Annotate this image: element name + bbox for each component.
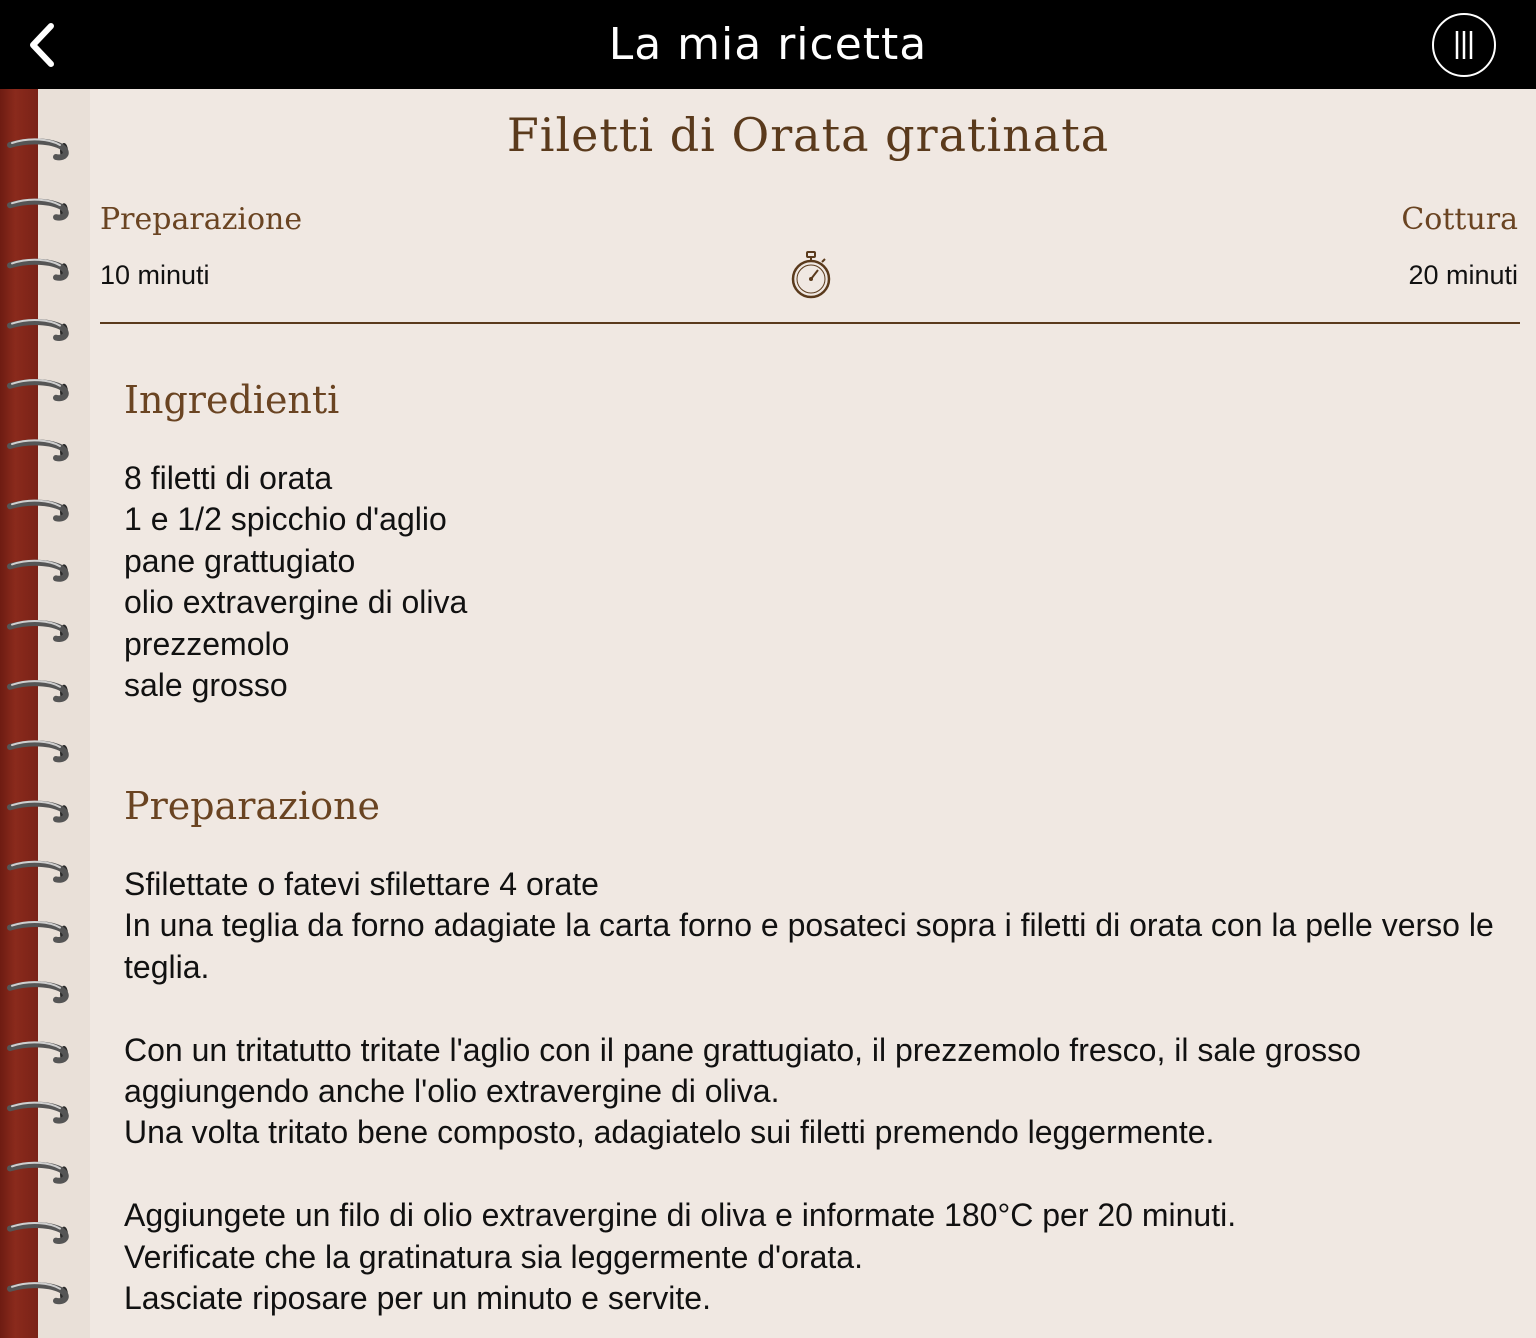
preparation-heading: Preparazione bbox=[124, 784, 381, 828]
binding-ring bbox=[10, 200, 68, 220]
binding-ring bbox=[10, 982, 68, 1002]
binding-ring bbox=[10, 440, 68, 460]
binding-ring bbox=[10, 1103, 68, 1123]
header-divider bbox=[100, 322, 1520, 324]
app-title: La mia ricetta bbox=[608, 19, 928, 70]
binding-ring bbox=[10, 1223, 68, 1243]
cooking-time-label: Cottura bbox=[1401, 202, 1518, 237]
preparation-time-label: Preparazione bbox=[100, 202, 303, 237]
ingredient-item: 8 filetti di orata bbox=[124, 460, 333, 496]
ingredients-heading: Ingredienti bbox=[124, 378, 340, 422]
binding-ring bbox=[10, 681, 68, 701]
binding-ring bbox=[10, 741, 68, 761]
preparation-line: Aggiungete un filo di olio extravergine di oliva e informate 180°C per 20 minuti. bbox=[124, 1197, 1237, 1234]
recipe-title: Filetti di Orata gratinata bbox=[506, 108, 1110, 162]
binding-ring bbox=[10, 501, 68, 521]
binding-ring bbox=[10, 802, 68, 822]
preparation-line: Verificate che la gratinatura sia leggermente d'orata. bbox=[124, 1238, 863, 1275]
binding-ring bbox=[10, 380, 68, 400]
spiral-binding bbox=[0, 89, 90, 1338]
cooking-time-value: 20 minuti bbox=[1408, 260, 1518, 290]
binding-ring bbox=[10, 1283, 68, 1303]
binding-ring bbox=[10, 260, 68, 280]
preparation-line: Una volta tritato bene composto, adagiatelo sui filetti premendo leggermente. bbox=[124, 1114, 1215, 1151]
stopwatch-icon[interactable] bbox=[789, 250, 833, 300]
preparation-line: Con un tritatutto tritate l'aglio con il pane grattugiato, il prezzemolo fresco, il sale grosso aggiungendo anche l'olio extravergine di oliva. bbox=[124, 1031, 1361, 1110]
ingredient-item: sale grosso bbox=[124, 667, 288, 704]
ingredients-list bbox=[124, 458, 467, 706]
menu-bars-icon bbox=[1449, 28, 1479, 62]
paragraph-gap bbox=[124, 988, 1524, 1029]
preparation-steps bbox=[124, 864, 1524, 1319]
preparation-line: Sfilettate o fatevi sfilettare 4 orate bbox=[124, 866, 599, 902]
binding-ring bbox=[10, 922, 68, 942]
binding-ring bbox=[10, 561, 68, 581]
ingredient-item: 1 e 1/2 spicchio d'aglio bbox=[124, 501, 447, 538]
ingredient-item: olio extravergine di oliva bbox=[124, 584, 468, 621]
binding-ring bbox=[10, 621, 68, 641]
ingredient-item: prezzemolo bbox=[124, 625, 290, 662]
menu-button[interactable] bbox=[1432, 13, 1496, 77]
binding-ring bbox=[10, 1042, 68, 1062]
binding-ring bbox=[10, 862, 68, 882]
binding-ring bbox=[10, 1163, 68, 1183]
preparation-time-value: 10 minuti bbox=[100, 260, 210, 290]
top-bar bbox=[0, 0, 1536, 89]
preparation-line: Lasciate riposare per un minuto e servite. bbox=[124, 1280, 711, 1317]
preparation-line: In una teglia da forno adagiate la carta forno e posateci sopra i filetti di orata con la pelle verso le teglia. bbox=[124, 907, 1494, 985]
paragraph-gap bbox=[124, 1154, 1524, 1195]
ingredient-item: pane grattugiato bbox=[124, 542, 356, 579]
binding-ring bbox=[10, 320, 68, 340]
